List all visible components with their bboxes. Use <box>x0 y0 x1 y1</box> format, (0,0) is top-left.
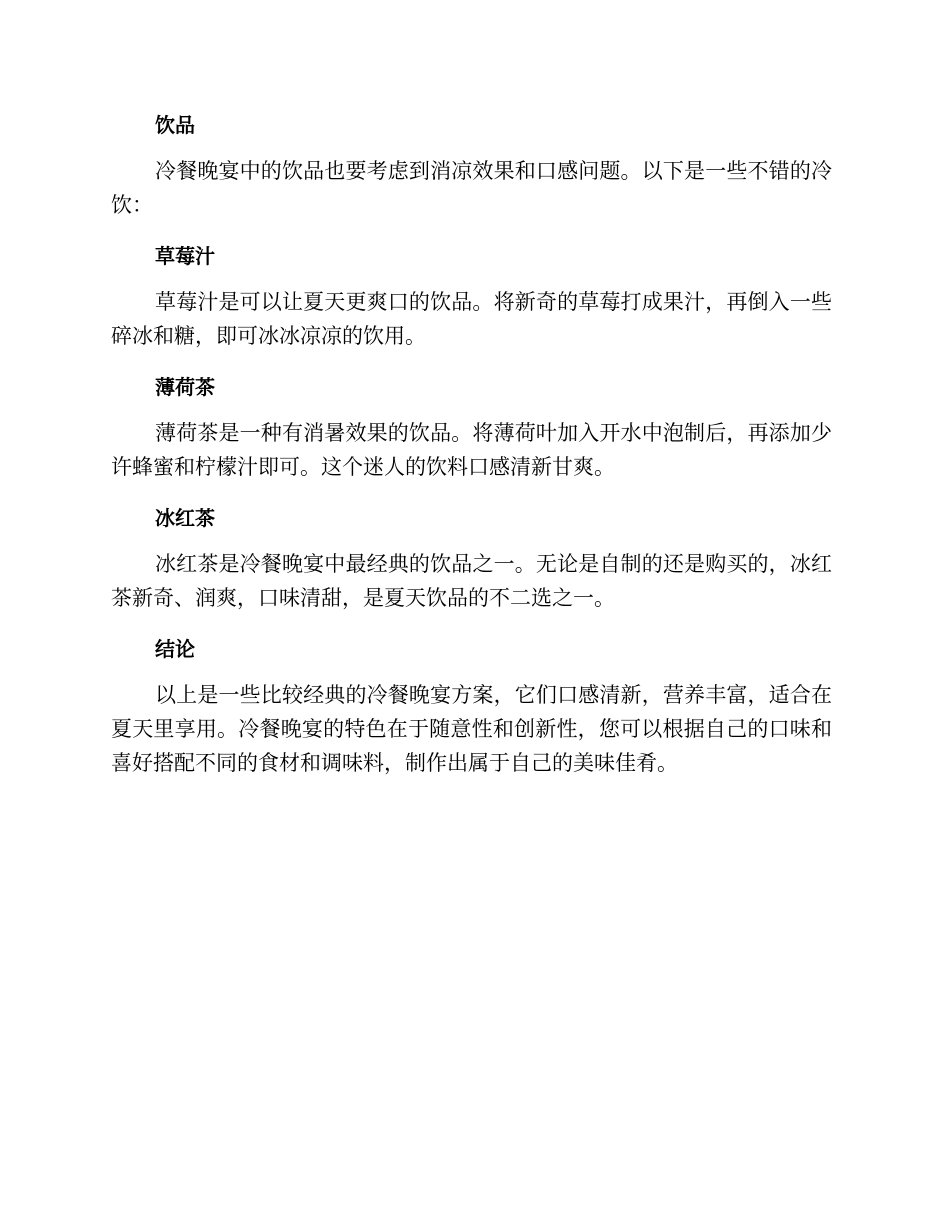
section-paragraph: 冰红茶是冷餐晚宴中最经典的饮品之一。无论是自制的还是购买的，冰红茶新奇、润爽，口味清甜，是夏天饮品的不二选之一。 <box>111 552 832 610</box>
section-drinks <box>111 108 832 222</box>
section-heading: 草莓汁 <box>155 244 215 268</box>
document-page <box>111 108 832 797</box>
section-paragraph: 冷餐晚宴中的饮品也要考虑到消凉效果和口感问题。以下是一些不错的冷饮： <box>111 159 832 217</box>
section-heading: 结论 <box>155 637 195 661</box>
section-paragraph: 薄荷茶是一种有消暑效果的饮品。将薄荷叶加入开水中泡制后，再添加少许蜂蜜和柠檬汁即可。这个迷人的饮料口感清新甘爽。 <box>111 421 832 479</box>
section-heading: 薄荷茶 <box>155 375 215 399</box>
section-paragraph: 草莓汁是可以让夏天更爽口的饮品。将新奇的草莓打成果汁，再倒入一些碎冰和糖，即可冰冰凉凉的饮用。 <box>111 290 832 348</box>
section-mint-tea <box>111 370 832 484</box>
section-heading: 饮品 <box>155 113 195 137</box>
section-strawberry-juice <box>111 239 832 353</box>
section-conclusion <box>111 632 832 780</box>
section-paragraph: 以上是一些比较经典的冷餐晚宴方案，它们口感清新，营养丰富，适合在夏天里享用。冷餐晚宴的特色在于随意性和创新性，您可以根据自己的口味和喜好搭配不同的食材和调味料，制作出属于自己的美味佳肴。 <box>111 683 832 775</box>
section-heading: 冰红茶 <box>155 506 215 530</box>
section-iced-tea <box>111 501 832 615</box>
